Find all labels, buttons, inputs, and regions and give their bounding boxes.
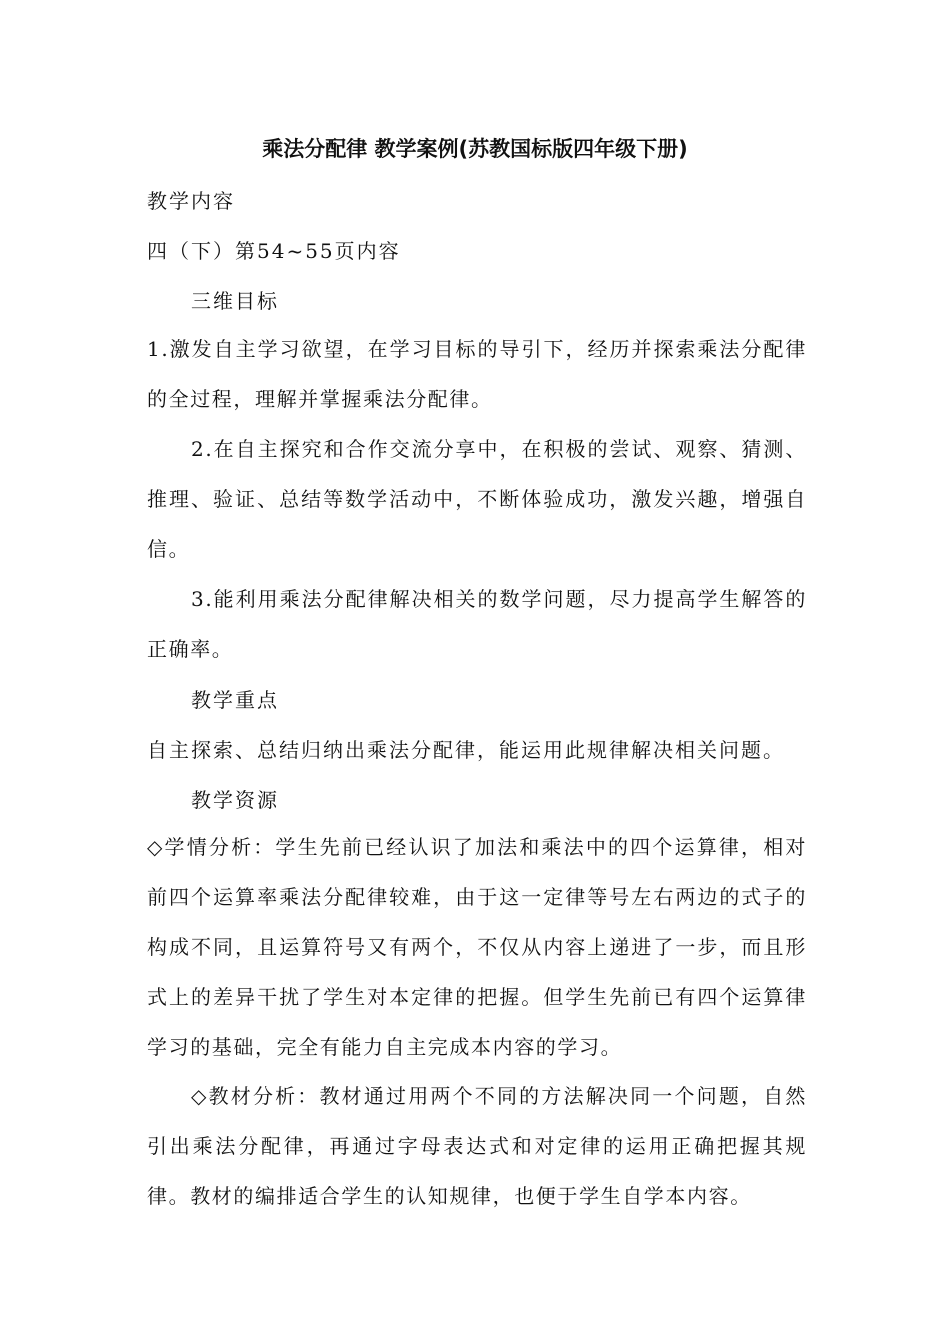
goal-item-1: 1.激发自主学习欲望，在学习目标的导引下，经历并探索乘法分配律的全过程，理解并掌握乘法分配律。 <box>147 337 807 411</box>
material-analysis-paragraph: ◇教材分析：教材通过用两个不同的方法解决同一个问题，自然引出乘法分配律，再通过字母表达式和对定律的运用正确把握其规律。教材的编排适合学生的认知规律，也便于学生自学本内容。 <box>147 1084 807 1208</box>
document-title: 乘法分配律 教学案例(苏教国标版四年级下册) <box>262 137 688 161</box>
section-heading-goals: 三维目标 <box>191 289 279 313</box>
section-heading-content: 教学内容 <box>147 189 235 213</box>
goal-item-2: 2.在自主探究和合作交流分享中，在积极的尝试、观察、猜测、推理、验证、总结等数学活动中，不断体验成功，激发兴趣，增强自信。 <box>147 437 807 561</box>
student-analysis-paragraph: ◇学情分析：学生先前已经认识了加法和乘法中的四个运算律，相对前四个运算率乘法分配律较难，由于这一定律等号左右两边的式子的构成不同，且运算符号又有两个，不仅从内容上递进了一步，而且形式上的差异干扰了学生对本定律的把握。但学生先前已有四个运算律学习的基础，完全有能力自主完成本内容的学习。 <box>147 835 807 1059</box>
focus-text: 自主探索、总结归纳出乘法分配律，能运用此规律解决相关问题。 <box>147 738 785 762</box>
content-text: 四（下）第54~55页内容 <box>147 239 401 263</box>
goal-item-3: 3.能利用乘法分配律解决相关的数学问题，尽力提高学生解答的正确率。 <box>147 587 807 661</box>
section-heading-focus: 教学重点 <box>191 688 279 712</box>
section-heading-resources: 教学资源 <box>191 788 279 812</box>
